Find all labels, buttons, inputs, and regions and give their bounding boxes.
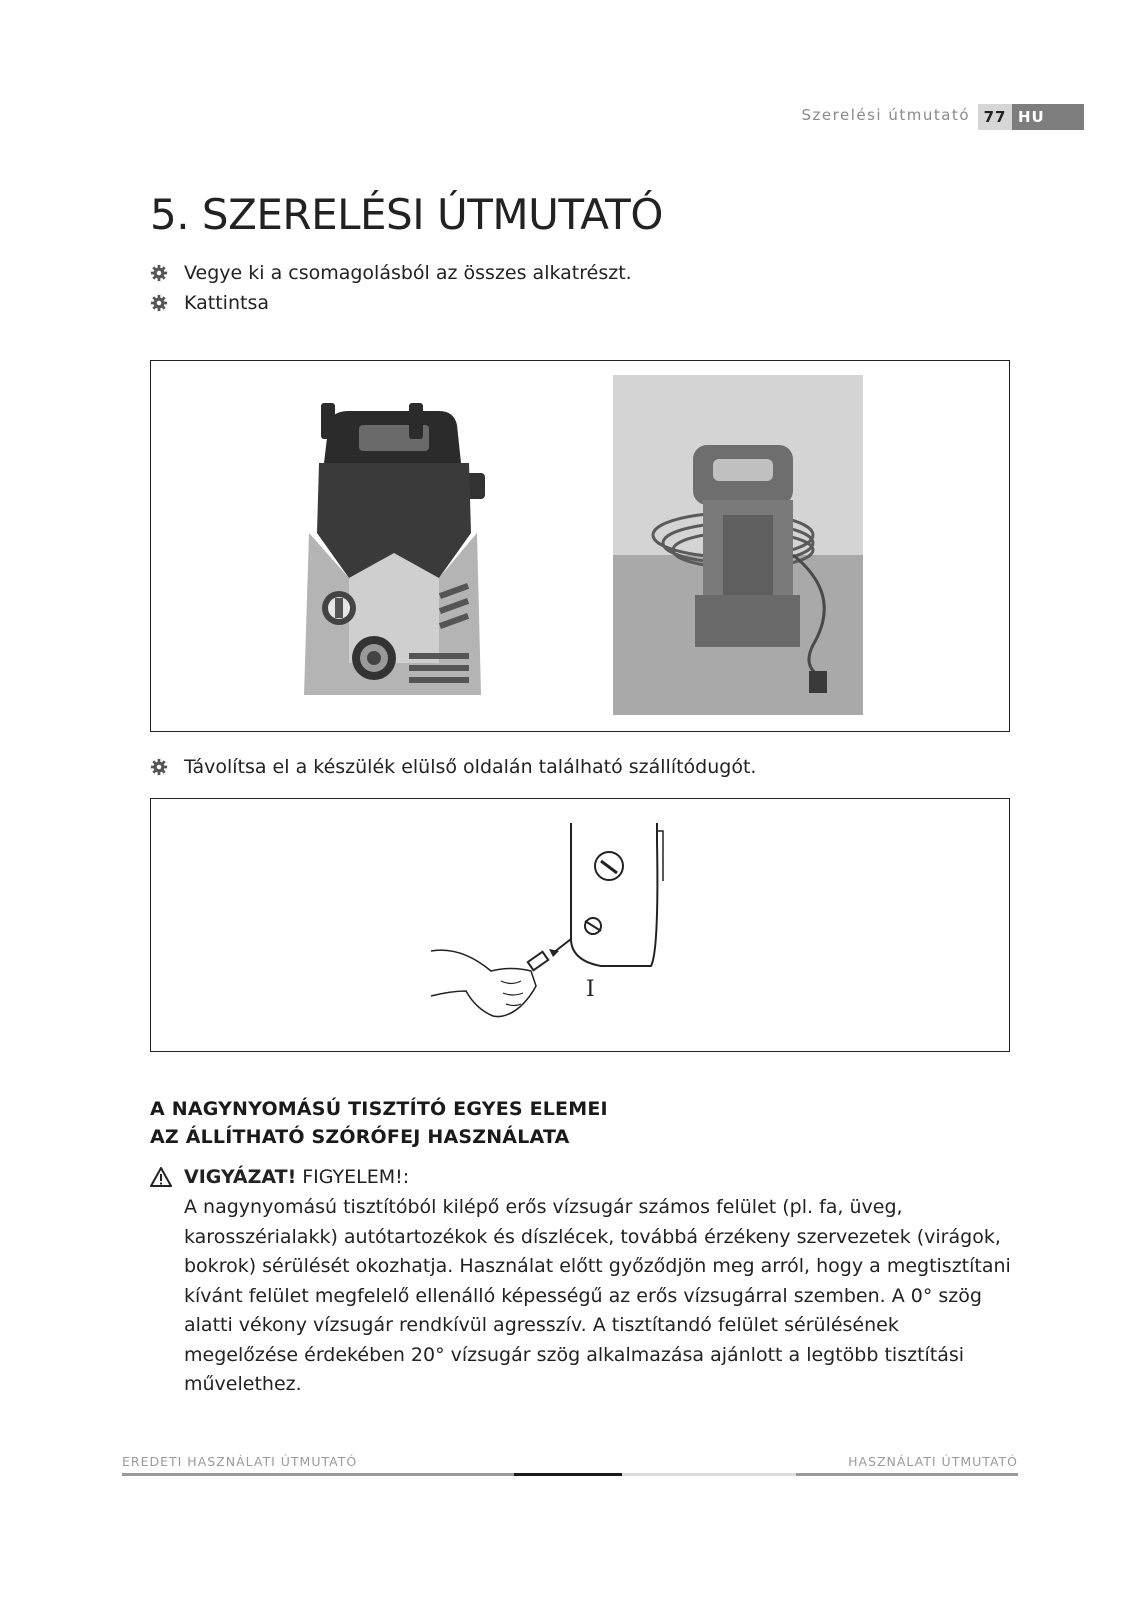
pressure-washer-image: [289, 403, 489, 703]
warning-sublabel: FIGYELEM!:: [302, 1166, 410, 1188]
warning-text: A nagynyomású tisztítóból kilépő erős vízsugár számos felület (pl. fa, üveg, karosszérialakk) autótartozékok és díszlécek, továbbá érzékeny szervezetek (virágok, bokrok) sérülését okozhatja. Használat előtt győződjön meg arról, hogy a megtisztítani kívánt felület megfelelő ellenálló képességű az erős vízsugárral szemben. A 0° szög alatti vékony vízsugár rendkívül agresszív. A tisztítandó felület sérülésének megelőzése érdekében 20° vízsugár szög alkalmazása ajánlott a legtöbb tisztítási művelethez.: [184, 1196, 1011, 1395]
footer-bar-center: [514, 1473, 622, 1476]
list-item: [150, 292, 269, 314]
footer-bar-right: [796, 1473, 1018, 1476]
footer-right-text: HASZNÁLATI ÚTMUTATÓ: [848, 1454, 1018, 1469]
section-heading: A NAGYNYOMÁSÚ TISZTÍTÓ EGYES ELEMEI: [150, 1098, 608, 1120]
gear-bullet-icon: [150, 758, 168, 776]
figure-frame-products: [150, 360, 1010, 732]
gear-bullet-icon: [150, 264, 168, 282]
warning-line: [150, 1166, 409, 1188]
list-item: [150, 262, 632, 284]
warning-triangle-icon: [150, 1167, 172, 1187]
step-text: Kattintsa: [184, 292, 269, 314]
gear-bullet-icon: [150, 294, 168, 312]
list-item: [150, 756, 756, 778]
language-tag: HU: [1012, 104, 1084, 130]
plug-removal-illustration: [421, 821, 681, 1031]
warning-label: VIGYÁZAT!: [184, 1166, 297, 1188]
footer-bar-left: [122, 1473, 514, 1476]
header-section-title: Szerelési útmutató: [801, 106, 970, 124]
page-title: 5. SZERELÉSI ÚTMUTATÓ: [150, 190, 663, 239]
section-heading: AZ ÁLLÍTHATÓ SZÓRÓFEJ HASZNÁLATA: [150, 1126, 570, 1148]
figure-frame-plug-removal: [150, 798, 1010, 1052]
figure-label: I: [586, 977, 595, 1002]
footer-left-text: EREDETI HASZNÁLATI ÚTMUTATÓ: [122, 1454, 358, 1469]
footer-bar-light: [622, 1473, 796, 1476]
page-number: 77: [978, 104, 1012, 130]
step-text: Vegye ki a csomagolásból az összes alkatrészt.: [184, 262, 632, 284]
pressure-washer-photo: [613, 375, 863, 715]
step-text: Távolítsa el a készülék elülső oldalán található szállítódugót.: [184, 756, 757, 778]
